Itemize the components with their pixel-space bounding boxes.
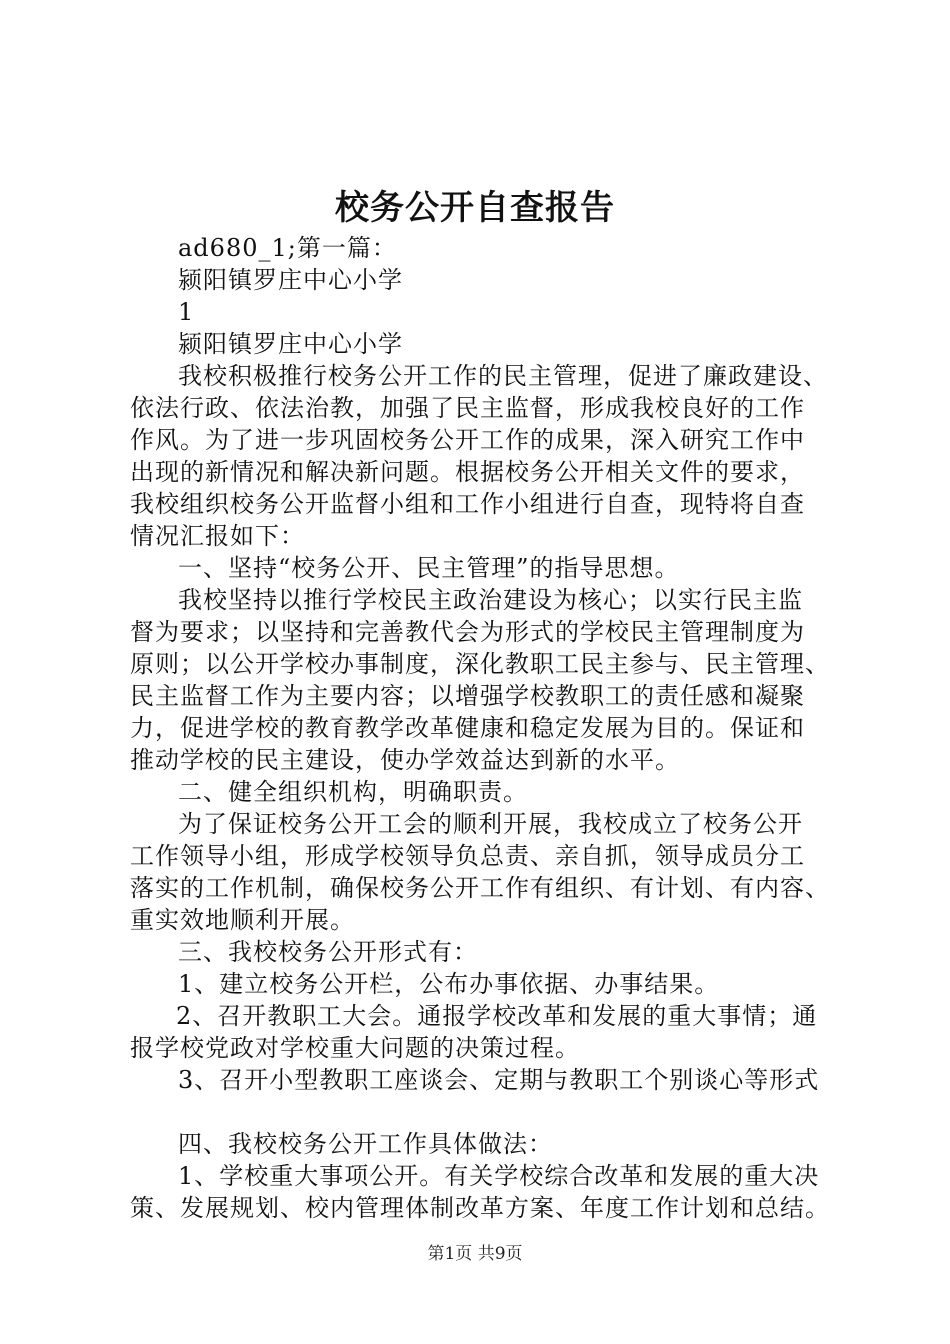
text-line: 出现的新情况和解决新问题。根据校务公开相关文件的要求， <box>130 458 805 486</box>
page-footer: 第1页 共9页 <box>427 1244 523 1264</box>
text-line: 颍阳镇罗庄中心小学 <box>178 330 403 358</box>
text-line: 依法行政、依法治教，加强了民主监督，形成我校良好的工作 <box>130 394 805 422</box>
text-line: 工作领导小组，形成学校领导负总责、亲自抓，领导成员分工 <box>130 842 805 870</box>
text-line: 原则；以公开学校办事制度，深化教职工民主参与、民主管理、 <box>130 650 830 678</box>
text-line: 情况汇报如下： <box>130 522 305 550</box>
text-line: 1、建立校务公开栏，公布办事依据、办事结果。 <box>178 970 720 998</box>
document-title: 校务公开自查报告 <box>335 188 615 228</box>
text-line: 重实效地顺利开展。 <box>130 906 355 934</box>
text-line: 2、召开教职工大会。通报学校改革和发展的重大事情；通 <box>176 1002 818 1030</box>
text-line: 3、召开小型教职工座谈会、定期与教职工个别谈心等形式 <box>178 1066 820 1094</box>
text-line: 我校积极推行校务公开工作的民主管理，促进了廉政建设、 <box>178 362 828 390</box>
text-line: 民主监督工作为主要内容；以增强学校教职工的责任感和凝聚 <box>130 682 805 710</box>
text-line: 三、我校校务公开形式有： <box>178 938 478 966</box>
text-line: 1 <box>178 298 195 326</box>
text-line: 策、发展规划、校内管理体制改革方案、年度工作计划和总结。 <box>130 1194 830 1222</box>
text-line: 颍阳镇罗庄中心小学 <box>178 266 403 294</box>
text-line: 督为要求；以坚持和完善教代会为形式的学校民主管理制度为 <box>130 618 805 646</box>
text-line: 我校坚持以推行学校民主政治建设为核心；以实行民主监 <box>178 586 803 614</box>
text-line: 作风。为了进一步巩固校务公开工作的成果，深入研究工作中 <box>130 426 805 454</box>
text-line: 四、我校校务公开工作具体做法： <box>178 1130 553 1158</box>
text-line: 1、学校重大事项公开。有关学校综合改革和发展的重大决 <box>178 1162 820 1190</box>
text-line: 报学校党政对学校重大问题的决策过程。 <box>130 1034 580 1062</box>
text-line: 我校组织校务公开监督小组和工作小组进行自查，现特将自查 <box>130 490 805 518</box>
text-line: 力，促进学校的教育教学改革健康和稳定发展为目的。保证和 <box>130 714 805 742</box>
text-line: 二、健全组织机构，明确职责。 <box>178 778 528 806</box>
document-body <box>130 232 842 1224</box>
text-line <box>130 1096 842 1128</box>
text-line: ad680_1;第一篇： <box>178 234 397 262</box>
text-line: 推动学校的民主建设，使办学效益达到新的水平。 <box>130 746 680 774</box>
text-line: 落实的工作机制，确保校务公开工作有组织、有计划、有内容、 <box>130 874 830 902</box>
text-line: 一、坚持“校务公开、民主管理”的指导思想。 <box>178 554 680 582</box>
text-line: 为了保证校务公开工会的顺利开展，我校成立了校务公开 <box>178 810 803 838</box>
